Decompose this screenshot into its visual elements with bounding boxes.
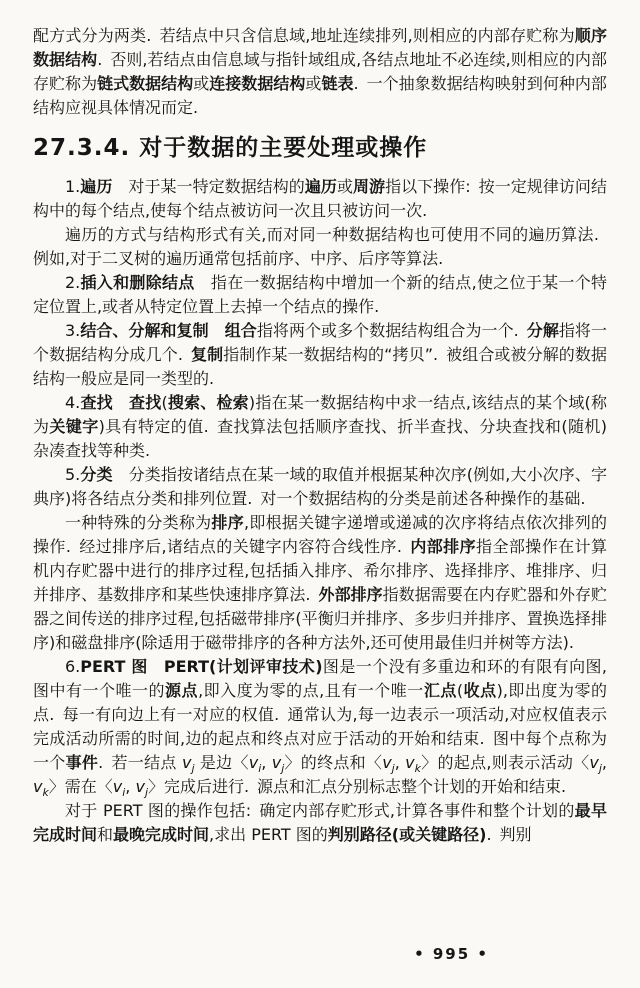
text-run: ,: [394, 753, 406, 772]
text-run: 或: [193, 74, 210, 93]
text-run: 遍历: [80, 177, 113, 196]
text-run: 连接数据结构: [209, 74, 306, 93]
text-run: 链式数据结构: [97, 74, 194, 93]
text-run: . 若一结点: [98, 753, 183, 772]
text-run: 5.: [65, 465, 81, 484]
page-footer: [33, 942, 607, 972]
text-run: 对于 PERT 图的操作包括: 确定内部存贮形式,计算各事件和整个计划的: [65, 801, 575, 820]
text-run: . 判别: [486, 825, 532, 844]
text-run: 判别路径(或关键路径): [327, 825, 487, 844]
text-run: 分类指按诸结点在某一域的取值并根据某种次序(例如,大小次序、字典序)将各结点分类和排列位置. 对一个数据结构的分类是前述各种操作的基础.: [33, 465, 607, 508]
text-run: . 一个抽象数据结构映射到何种内部结构应视具体情况而定.: [33, 74, 607, 117]
text-run: v: [112, 777, 123, 796]
paragraph: [33, 511, 607, 655]
text-run: 或: [336, 177, 353, 196]
text-run: 一种特殊的分类称为: [65, 513, 212, 532]
page-content: [33, 24, 607, 942]
text-run: 6.: [65, 657, 81, 676]
text-run: 分类: [80, 465, 113, 484]
text-run: i: [122, 786, 126, 800]
text-run: ,: [125, 777, 136, 796]
paragraph: [33, 655, 607, 799]
text-run: 事件: [65, 753, 99, 772]
text-run: v: [135, 777, 145, 796]
text-run: ,即入度为零的点,且有一个唯一: [198, 681, 424, 700]
text-run: 指全部操作在计算机内存贮器中进行的排序过程,包括插入排序、希尔排序、选择排序、堆排序、归并排序、基数排序和某些快速排序算法.: [33, 537, 607, 604]
text-run: i: [258, 762, 262, 776]
text-run: 遍历: [304, 177, 337, 196]
text-run: v: [405, 753, 415, 772]
text-run: 顺序数据结构: [33, 26, 607, 69]
text-run: PERT(计划评审技术): [163, 657, 323, 676]
paragraph: [33, 175, 607, 223]
text-run: ,即根据关键字递增或递减的次序将结点依次排列的操作. 经过排序后,诸结点的关键字内容符合线性序.: [33, 513, 607, 556]
text-run: 排序: [211, 513, 244, 532]
text-run: 搜索、检索: [167, 393, 249, 412]
text-run: )指在某一数据结构中求一结点,该结点的某个域(称为: [33, 393, 607, 436]
paragraph: [33, 799, 607, 847]
text-run: v: [33, 777, 43, 796]
text-run: 遍历的方式与结构形式有关,而对同一种数据结构也可使用不同的遍历算法. 例如,对于二叉树的遍历通常包括前序、中序、后序等算法.: [33, 225, 607, 268]
text-run: 2.: [65, 273, 81, 292]
text-run: 分解: [526, 321, 559, 340]
paragraph: [33, 24, 607, 120]
text-run: j: [391, 762, 395, 776]
text-run: 指数据需要在内存贮器和外存贮器之间传送的排序过程,包括磁带排序(平衡归并排序、多步归并排序、置换选择排序)和磁盘排序(除适用于磁带排序的各种方法外,还可使用最佳归并树等方法).: [33, 585, 607, 652]
text-run: ,求出 PERT 图的: [209, 825, 328, 844]
text-run: j: [144, 786, 148, 800]
text-run: 配方式分为两类.: [33, 26, 152, 45]
text-run: 查找: [80, 393, 113, 412]
text-run: v: [271, 753, 282, 772]
text-run: [148, 657, 164, 676]
text-run: 复制: [190, 345, 224, 364]
text-run: v: [589, 753, 599, 772]
paragraph: [33, 319, 607, 391]
text-run: (: [161, 393, 168, 412]
text-run: v: [248, 753, 259, 772]
text-run: 和: [97, 825, 114, 844]
text-run: 对于某一特定数据结构的: [112, 177, 305, 196]
text-run: 〉的终点和〈: [284, 753, 383, 772]
text-run: 链表: [321, 74, 354, 93]
text-run: 指以下操作: 按一定规律访问结构中的每个结点,使每个结点被访问一次且只被访问一次.: [33, 177, 607, 220]
text-run: 外部排序: [318, 585, 383, 604]
paragraph: [33, 271, 607, 319]
text-run: k: [42, 786, 49, 800]
text-run: 指将两个或多个数据结构组合为一个.: [256, 321, 527, 340]
text-run: 周游: [352, 177, 386, 196]
text-run: . 否则,若结点由信息域与指针域组成,各结点地址不必连续,则相应的内部存贮称为: [33, 50, 607, 93]
paragraph: [33, 223, 607, 271]
text-run: 1.: [65, 177, 81, 196]
text-run: j: [281, 762, 285, 776]
text-run: (: [456, 681, 464, 700]
text-run: [113, 393, 129, 412]
paragraph: [33, 463, 607, 511]
text-run: 〉需在〈: [48, 777, 113, 796]
text-run: 组合: [224, 321, 257, 340]
text-run: 图是一个没有多重边和环的有限有向图,图中有一个唯一的: [33, 657, 607, 700]
text-run: j: [598, 762, 602, 776]
text-run: k: [414, 762, 421, 776]
text-run: 收点: [463, 681, 497, 700]
text-run: 或: [305, 74, 322, 93]
text-run: 指制作某一数据结构的“拷贝”. 被组合或被分解的数据结构一般应是同一类型的.: [33, 345, 607, 388]
text-run: 汇点: [423, 681, 457, 700]
text-run: 若结点中只含信息域,地址连续排列,则相应的内部存贮称为: [151, 26, 575, 45]
text-run: j: [191, 762, 195, 776]
section-heading: 27.3.4. 对于数据的主要处理或操作: [33, 135, 428, 161]
text-run: 内部排序: [409, 537, 477, 556]
text-run: 最早完成时间: [33, 801, 607, 844]
text-run: 最晚完成时间: [113, 825, 210, 844]
text-run: 关键字: [49, 417, 99, 436]
text-run: 查找: [128, 393, 162, 412]
text-run: 指将一个数据结构分成几个.: [33, 321, 607, 364]
text-run: 结合、分解和复制: [80, 321, 209, 340]
text-run: )具有特定的值. 查找算法包括顺序查找、折半查找、分块查找和(随机)杂凑查找等种类.: [33, 417, 607, 460]
text-run: 源点: [165, 681, 199, 700]
text-run: 〉的起点,则表示活动〈: [420, 753, 590, 772]
text-run: v: [382, 753, 392, 772]
text-run: 3.: [65, 321, 81, 340]
text-run: ,: [261, 753, 272, 772]
text-run: PERT 图: [80, 657, 148, 676]
text-run: v: [182, 753, 192, 772]
text-run: 4.: [65, 393, 81, 412]
text-run: 是边〈: [194, 753, 249, 772]
text-run: 〉完成后进行. 源点和汇点分别标志整个计划的开始和结束.: [147, 777, 567, 796]
paragraph: [33, 391, 607, 463]
text-run: ,: [601, 753, 608, 772]
page-number: • 995 •: [414, 945, 489, 963]
text-run: ),即出度为零的点. 每一有向边上有一对应的权值. 通常认为,每一边表示一项活动,对应权值表示完成活动所需的时间,边的起点和终点对应于活动的开始和结束. 图中每个点称为一个: [33, 681, 607, 772]
text-run: 插入和删除结点: [80, 273, 195, 292]
text-run: [209, 321, 225, 340]
text-run: 指在一数据结构中增加一个新的结点,使之位于某一个特定位置上,或者从特定位置上去掉一个结点的操作.: [33, 273, 607, 316]
